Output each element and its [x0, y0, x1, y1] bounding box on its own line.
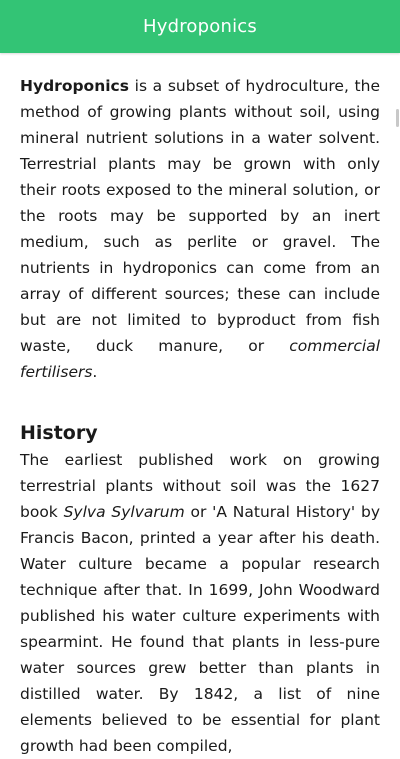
app-title: Hydroponics — [143, 16, 257, 37]
history-heading: History — [20, 422, 98, 444]
scrollbar[interactable] — [396, 53, 400, 710]
history-text-cont: or 'A Natural History' by Francis Bacon, printed a year after his death. Water culture became a popular research technique after that. In 1699, John Woodward published his water culture experiments with spearmint. He found that plants in less-pure water sources grew better than plants in distilled water. By 1842, a list of nine elements believed to be essential for plant growth had been compiled, — [20, 503, 380, 755]
intro-term: Hydroponics — [20, 77, 129, 95]
intro-paragraph — [20, 73, 380, 385]
sylva-sylvarum-title: Sylva Sylvarum — [63, 503, 185, 521]
commercial-fertilisers-link[interactable]: commercial fertilisers — [20, 337, 380, 381]
intro-text-end: . — [92, 363, 98, 381]
history-text: The earliest published work on growing terrestrial plants without soil was the 1627 book — [20, 451, 380, 521]
intro-text: is a subset of hydroculture, the method of growing plants without soil, using mineral nutrient solutions in a water solvent. Terrestrial plants may be grown with only their roots exposed to the mineral solution, or the roots may be supported by an inert medium, such as perlite or gravel. The nutrients in hydroponics can come from an array of different sources; these can include but are not limited to byproduct from fish waste, duck manure, or — [20, 77, 380, 355]
history-paragraph — [20, 447, 380, 759]
article-content — [20, 73, 380, 759]
scrollbar-thumb[interactable] — [396, 109, 399, 127]
app-bar — [0, 0, 400, 53]
